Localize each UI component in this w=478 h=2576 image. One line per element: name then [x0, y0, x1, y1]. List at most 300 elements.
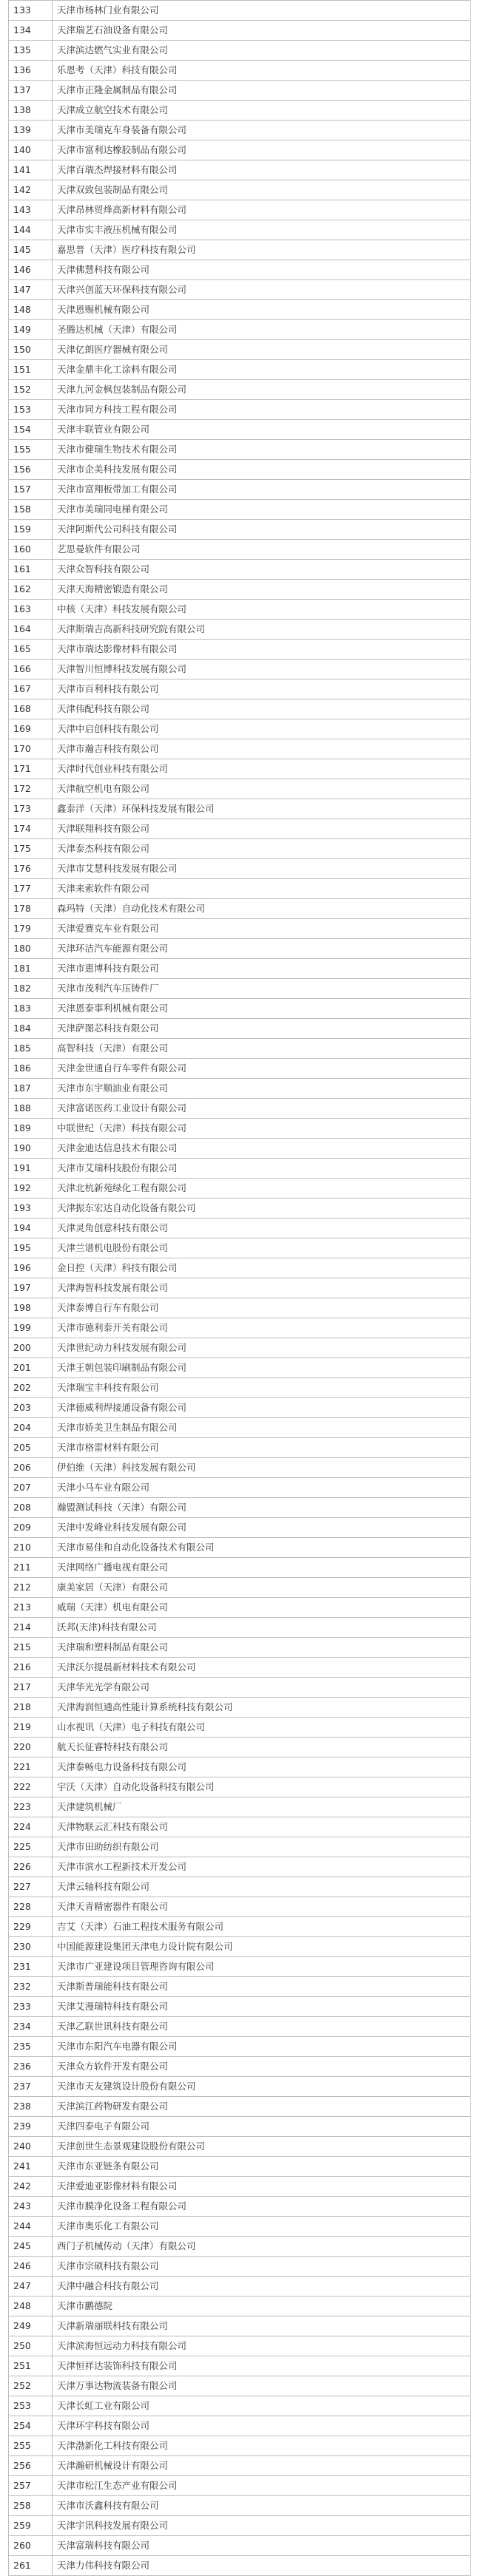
- company-name-cell: 天津环洁汽车能源有限公司: [53, 939, 471, 959]
- row-number-cell: 205: [9, 1438, 53, 1458]
- company-name-cell: 天津阿斯代公司科技有限公司: [53, 520, 471, 540]
- row-number-cell: 259: [9, 2516, 53, 2536]
- company-name-cell: 金日控（天津）科技有限公司: [53, 1258, 471, 1278]
- table-row: [9, 2077, 471, 2097]
- table-row: [9, 360, 471, 380]
- company-name-cell: 天津金迪达信息技术有限公司: [53, 1139, 471, 1159]
- company-name-cell: 天津市惠博科技有限公司: [53, 959, 471, 979]
- row-number-cell: 214: [9, 1618, 53, 1638]
- table-row: [9, 21, 471, 41]
- row-number-cell: 224: [9, 1817, 53, 1837]
- row-number-cell: 212: [9, 1578, 53, 1598]
- table-row: [9, 400, 471, 420]
- row-number-cell: 210: [9, 1538, 53, 1558]
- table-row: [9, 2516, 471, 2536]
- table-row: [9, 2456, 471, 2476]
- table-row: [9, 420, 471, 440]
- company-name-cell: 康美家居（天津）有限公司: [53, 1578, 471, 1598]
- row-number-cell: 223: [9, 1797, 53, 1817]
- company-list-table: [8, 0, 471, 2576]
- company-name-cell: 宇沃（天津）自动化设备科技有限公司: [53, 1777, 471, 1797]
- row-number-cell: 211: [9, 1558, 53, 1578]
- table-row: [9, 1738, 471, 1758]
- row-number-cell: 154: [9, 420, 53, 440]
- table-row: [9, 180, 471, 200]
- table-row: [9, 1937, 471, 1957]
- table-row: [9, 1718, 471, 1738]
- company-name-cell: 天津瑞和塑料制品有限公司: [53, 1638, 471, 1658]
- table-row: [9, 620, 471, 640]
- table-row: [9, 1318, 471, 1338]
- company-name-cell: 嘉思普（天津）医疗科技有限公司: [53, 240, 471, 260]
- table-row: [9, 1478, 471, 1498]
- table-row: [9, 859, 471, 879]
- company-name-cell: 天津四泰电子有限公司: [53, 2117, 471, 2137]
- company-name-cell: 天津长虹工业有限公司: [53, 2396, 471, 2416]
- table-row: [9, 1438, 471, 1458]
- company-name-cell: 天津九河金枫包装制品有限公司: [53, 380, 471, 400]
- table-row: [9, 2257, 471, 2277]
- company-name-cell: 伊伯维（天津）科技发展有限公司: [53, 1458, 471, 1478]
- table-row: [9, 1498, 471, 1518]
- row-number-cell: 203: [9, 1398, 53, 1418]
- row-number-cell: 221: [9, 1758, 53, 1777]
- row-number-cell: 257: [9, 2476, 53, 2496]
- table-row: [9, 799, 471, 819]
- row-number-cell: 193: [9, 1199, 53, 1218]
- table-row: [9, 2556, 471, 2576]
- row-number-cell: 231: [9, 1957, 53, 1977]
- row-number-cell: 258: [9, 2496, 53, 2516]
- row-number-cell: 167: [9, 679, 53, 699]
- company-name-cell: 天津恒祥达装饰科技有限公司: [53, 2356, 471, 2376]
- table-row: [9, 2356, 471, 2376]
- table-row: [9, 1857, 471, 1877]
- row-number-cell: 171: [9, 759, 53, 779]
- row-number-cell: 208: [9, 1498, 53, 1518]
- table-row: [9, 839, 471, 859]
- row-number-cell: 144: [9, 220, 53, 240]
- company-name-cell: 天津宇讯科技发展有限公司: [53, 2516, 471, 2536]
- row-number-cell: 182: [9, 979, 53, 999]
- company-name-cell: 航天长征睿特科技有限公司: [53, 1738, 471, 1758]
- table-row: [9, 1638, 471, 1658]
- company-name-cell: 天津市瑞达影像材料有限公司: [53, 640, 471, 660]
- row-number-cell: 229: [9, 1917, 53, 1937]
- table-row: [9, 979, 471, 999]
- table-row: [9, 2476, 471, 2496]
- table-row: [9, 1797, 471, 1817]
- company-name-cell: 天津航空机电有限公司: [53, 779, 471, 799]
- row-number-cell: 220: [9, 1738, 53, 1758]
- table-row: [9, 1817, 471, 1837]
- company-name-cell: 天津乙联世讯科技有限公司: [53, 2017, 471, 2037]
- row-number-cell: 252: [9, 2376, 53, 2396]
- table-row: [9, 1897, 471, 1917]
- row-number-cell: 148: [9, 300, 53, 320]
- company-name-cell: 天津力伟科技有限公司: [53, 2556, 471, 2576]
- company-name-cell: 天津德威利焊接通设备有限公司: [53, 1398, 471, 1418]
- table-row: [9, 2017, 471, 2037]
- company-name-cell: 天津滨江药物研发有限公司: [53, 2097, 471, 2117]
- company-name-cell: 天津中发峰业科技发展有限公司: [53, 1518, 471, 1538]
- row-number-cell: 143: [9, 200, 53, 220]
- table-row: [9, 540, 471, 560]
- table-row: [9, 719, 471, 739]
- company-name-cell: 天津斯普瑞能科技有限公司: [53, 1977, 471, 1997]
- company-name-cell: 天津瑞宝丰科技有限公司: [53, 1378, 471, 1398]
- row-number-cell: 235: [9, 2037, 53, 2057]
- row-number-cell: 261: [9, 2556, 53, 2576]
- table-row: [9, 2117, 471, 2137]
- company-name-cell: 天津丰联管业有限公司: [53, 420, 471, 440]
- company-name-cell: 天津市田助纺织有限公司: [53, 1837, 471, 1857]
- table-row: [9, 1458, 471, 1478]
- company-name-cell: 天津创世生态景观建设股份有限公司: [53, 2137, 471, 2157]
- company-name-cell: 天津时代创业科技有限公司: [53, 759, 471, 779]
- company-name-cell: 艺思曼软件有限公司: [53, 540, 471, 560]
- row-number-cell: 155: [9, 440, 53, 460]
- row-number-cell: 194: [9, 1218, 53, 1238]
- table-row: [9, 600, 471, 620]
- row-number-cell: 216: [9, 1658, 53, 1678]
- company-name-cell: 天津市艾瑞科技股份有限公司: [53, 1159, 471, 1179]
- company-name-cell: 中核（天津）科技发展有限公司: [53, 600, 471, 620]
- row-number-cell: 204: [9, 1418, 53, 1438]
- company-name-cell: 天津富诺医药工业设计有限公司: [53, 1099, 471, 1119]
- company-name-cell: 天津市奥乐化工有限公司: [53, 2217, 471, 2237]
- table-row: [9, 1079, 471, 1099]
- table-row: [9, 1, 471, 21]
- company-name-cell: 天津市健瑞生物技术有限公司: [53, 440, 471, 460]
- table-row: [9, 1179, 471, 1199]
- row-number-cell: 183: [9, 999, 53, 1019]
- table-row: [9, 300, 471, 320]
- table-row: [9, 1518, 471, 1538]
- company-name-cell: 威瑞（天津）机电有限公司: [53, 1598, 471, 1618]
- table-row: [9, 999, 471, 1019]
- row-number-cell: 195: [9, 1238, 53, 1258]
- row-number-cell: 142: [9, 180, 53, 200]
- row-number-cell: 181: [9, 959, 53, 979]
- row-number-cell: 218: [9, 1698, 53, 1718]
- row-number-cell: 225: [9, 1837, 53, 1857]
- row-number-cell: 248: [9, 2297, 53, 2316]
- table-row: [9, 340, 471, 360]
- row-number-cell: 158: [9, 500, 53, 520]
- row-number-cell: 206: [9, 1458, 53, 1478]
- row-number-cell: 146: [9, 260, 53, 280]
- company-name-cell: 天津恩赐机械有限公司: [53, 300, 471, 320]
- table-row: [9, 121, 471, 140]
- table-row: [9, 500, 471, 520]
- table-row: [9, 260, 471, 280]
- table-row: [9, 2297, 471, 2316]
- row-number-cell: 187: [9, 1079, 53, 1099]
- row-number-cell: 242: [9, 2177, 53, 2197]
- row-number-cell: 190: [9, 1139, 53, 1159]
- company-name-cell: 天津艾漫瑞特科技有限公司: [53, 1997, 471, 2017]
- company-name-cell: 沃邦(天津)科技有限公司: [53, 1618, 471, 1638]
- company-list-body: [9, 1, 471, 2576]
- table-row: [9, 2157, 471, 2177]
- table-row: [9, 2496, 471, 2516]
- company-name-cell: 天津市东亚链条有限公司: [53, 2157, 471, 2177]
- row-number-cell: 153: [9, 400, 53, 420]
- company-name-cell: 天津市宗硕科技有限公司: [53, 2257, 471, 2277]
- table-row: [9, 61, 471, 81]
- row-number-cell: 238: [9, 2097, 53, 2117]
- row-number-cell: 157: [9, 480, 53, 500]
- row-number-cell: 197: [9, 1278, 53, 1298]
- row-number-cell: 200: [9, 1338, 53, 1358]
- company-name-cell: 天津兰谱机电股份有限公司: [53, 1238, 471, 1258]
- row-number-cell: 256: [9, 2456, 53, 2476]
- company-name-cell: 天津市百利科技有限公司: [53, 679, 471, 699]
- table-row: [9, 520, 471, 540]
- table-row: [9, 1977, 471, 1997]
- table-row: [9, 1578, 471, 1598]
- row-number-cell: 184: [9, 1019, 53, 1039]
- row-number-cell: 180: [9, 939, 53, 959]
- company-name-cell: 瀚盟测试科技（天津）有限公司: [53, 1498, 471, 1518]
- company-name-cell: 天津众方软件开发有限公司: [53, 2057, 471, 2077]
- table-row: [9, 1658, 471, 1678]
- row-number-cell: 159: [9, 520, 53, 540]
- row-number-cell: 150: [9, 340, 53, 360]
- row-number-cell: 135: [9, 41, 53, 61]
- row-number-cell: 156: [9, 460, 53, 480]
- table-row: [9, 879, 471, 899]
- company-name-cell: 天津天海精密锻造有限公司: [53, 580, 471, 600]
- company-name-cell: 天津市企美科技发展有限公司: [53, 460, 471, 480]
- row-number-cell: 174: [9, 819, 53, 839]
- company-name-cell: 天津泰畅电力设备科技有限公司: [53, 1758, 471, 1777]
- table-row: [9, 1917, 471, 1937]
- row-number-cell: 138: [9, 101, 53, 121]
- table-row: [9, 1278, 471, 1298]
- table-row: [9, 1218, 471, 1238]
- row-number-cell: 191: [9, 1159, 53, 1179]
- table-row: [9, 1957, 471, 1977]
- table-row: [9, 200, 471, 220]
- table-row: [9, 380, 471, 400]
- company-name-cell: 天津市同方科技工程有限公司: [53, 400, 471, 420]
- table-row: [9, 939, 471, 959]
- row-number-cell: 177: [9, 879, 53, 899]
- company-name-cell: 天津中融合科技有限公司: [53, 2277, 471, 2297]
- row-number-cell: 168: [9, 699, 53, 719]
- table-row: [9, 560, 471, 580]
- row-number-cell: 161: [9, 560, 53, 580]
- table-row: [9, 2416, 471, 2436]
- table-row: [9, 460, 471, 480]
- row-number-cell: 209: [9, 1518, 53, 1538]
- table-row: [9, 2097, 471, 2117]
- row-number-cell: 164: [9, 620, 53, 640]
- table-row: [9, 2316, 471, 2336]
- company-name-cell: 天津兴创蓝天环保科技有限公司: [53, 280, 471, 300]
- company-name-cell: 天津市鹏德院: [53, 2297, 471, 2316]
- company-name-cell: 天津市德利泰开关有限公司: [53, 1318, 471, 1338]
- company-name-cell: 吉艾（天津）石油工程技术服务有限公司: [53, 1917, 471, 1937]
- row-number-cell: 185: [9, 1039, 53, 1059]
- company-name-cell: 天津新瑞丽联科技有限公司: [53, 2316, 471, 2336]
- table-row: [9, 320, 471, 340]
- row-number-cell: 173: [9, 799, 53, 819]
- company-name-cell: 天津市富翔板带加工有限公司: [53, 480, 471, 500]
- row-number-cell: 178: [9, 899, 53, 919]
- company-name-cell: 天津北杭新苑绿化工程有限公司: [53, 1179, 471, 1199]
- company-name-cell: 天津环宇科技有限公司: [53, 2416, 471, 2436]
- table-row: [9, 2057, 471, 2077]
- row-number-cell: 255: [9, 2436, 53, 2456]
- table-row: [9, 1997, 471, 2017]
- table-row: [9, 2237, 471, 2257]
- row-number-cell: 247: [9, 2277, 53, 2297]
- table-row: [9, 1039, 471, 1059]
- row-number-cell: 189: [9, 1119, 53, 1139]
- company-name-cell: 天津联翔科技有限公司: [53, 819, 471, 839]
- row-number-cell: 151: [9, 360, 53, 380]
- company-name-cell: 天津瑞艺石油设备有限公司: [53, 21, 471, 41]
- company-name-cell: 天津伟配科技有限公司: [53, 699, 471, 719]
- company-name-cell: 天津金世通自行车零件有限公司: [53, 1059, 471, 1079]
- company-name-cell: 天津昂林贸烽高新材料有限公司: [53, 200, 471, 220]
- company-name-cell: 高智科技（天津）有限公司: [53, 1039, 471, 1059]
- table-row: [9, 2277, 471, 2297]
- row-number-cell: 140: [9, 140, 53, 160]
- company-name-cell: 天津爱赛克车业有限公司: [53, 919, 471, 939]
- company-name-cell: 天津物联云汇科技有限公司: [53, 1817, 471, 1837]
- row-number-cell: 215: [9, 1638, 53, 1658]
- table-row: [9, 2436, 471, 2456]
- row-number-cell: 260: [9, 2536, 53, 2556]
- company-name-cell: 天津万事达物流装备有限公司: [53, 2376, 471, 2396]
- row-number-cell: 152: [9, 380, 53, 400]
- row-number-cell: 176: [9, 859, 53, 879]
- row-number-cell: 219: [9, 1718, 53, 1738]
- row-number-cell: 137: [9, 81, 53, 101]
- company-name-cell: 天津市东宇顺油业有限公司: [53, 1079, 471, 1099]
- table-row: [9, 739, 471, 759]
- row-number-cell: 217: [9, 1678, 53, 1698]
- row-number-cell: 249: [9, 2316, 53, 2336]
- table-row: [9, 280, 471, 300]
- company-name-cell: 天津天青精密器件有限公司: [53, 1897, 471, 1917]
- company-name-cell: 天津建筑机械厂: [53, 1797, 471, 1817]
- row-number-cell: 160: [9, 540, 53, 560]
- row-number-cell: 145: [9, 240, 53, 260]
- table-row: [9, 1618, 471, 1638]
- row-number-cell: 234: [9, 2017, 53, 2037]
- company-name-cell: 天津市沃鑫科技有限公司: [53, 2496, 471, 2516]
- company-name-cell: 天津富瑞科技有限公司: [53, 2536, 471, 2556]
- company-name-cell: 天津市东阳汽车电器有限公司: [53, 2037, 471, 2057]
- row-number-cell: 237: [9, 2077, 53, 2097]
- company-name-cell: 天津振东宏达自动化设备有限公司: [53, 1199, 471, 1218]
- row-number-cell: 232: [9, 1977, 53, 1997]
- company-name-cell: 天津市艾慧科技发展有限公司: [53, 859, 471, 879]
- row-number-cell: 172: [9, 779, 53, 799]
- company-name-cell: 天津泰杰科技有限公司: [53, 839, 471, 859]
- row-number-cell: 201: [9, 1358, 53, 1378]
- row-number-cell: 251: [9, 2356, 53, 2376]
- table-row: [9, 1298, 471, 1318]
- table-row: [9, 101, 471, 121]
- row-number-cell: 141: [9, 160, 53, 180]
- table-row: [9, 679, 471, 699]
- table-row: [9, 580, 471, 600]
- company-name-cell: 天津金鼎丰化工涂料有限公司: [53, 360, 471, 380]
- table-row: [9, 1358, 471, 1378]
- table-row: [9, 440, 471, 460]
- company-name-cell: 天津斯瑞吉高新科技研究院有限公司: [53, 620, 471, 640]
- company-name-cell: 天津市富利达橡胶制品有限公司: [53, 140, 471, 160]
- table-row: [9, 480, 471, 500]
- row-number-cell: 179: [9, 919, 53, 939]
- company-name-cell: 天津市娇美卫生制品有限公司: [53, 1418, 471, 1438]
- table-row: [9, 1099, 471, 1119]
- row-number-cell: 244: [9, 2217, 53, 2237]
- company-name-cell: 天津智川恒博科技发展有限公司: [53, 660, 471, 679]
- row-number-cell: 233: [9, 1997, 53, 2017]
- row-number-cell: 170: [9, 739, 53, 759]
- table-row: [9, 819, 471, 839]
- company-name-cell: 天津滨海恒远动力科技有限公司: [53, 2336, 471, 2356]
- table-row: [9, 2037, 471, 2057]
- row-number-cell: 246: [9, 2257, 53, 2277]
- row-number-cell: 202: [9, 1378, 53, 1398]
- table-row: [9, 1538, 471, 1558]
- company-name-cell: 天津市易佳和自动化设备技术有限公司: [53, 1538, 471, 1558]
- table-row: [9, 1258, 471, 1278]
- table-row: [9, 1678, 471, 1698]
- table-row: [9, 2396, 471, 2416]
- table-row: [9, 1139, 471, 1159]
- row-number-cell: 139: [9, 121, 53, 140]
- row-number-cell: 162: [9, 580, 53, 600]
- row-number-cell: 149: [9, 320, 53, 340]
- row-number-cell: 241: [9, 2157, 53, 2177]
- table-row: [9, 1698, 471, 1718]
- row-number-cell: 253: [9, 2396, 53, 2416]
- company-name-cell: 天津海智科技发展有限公司: [53, 1278, 471, 1298]
- company-name-cell: 西门子机械传动（天津）有限公司: [53, 2237, 471, 2257]
- company-name-cell: 天津市滨水工程新技术开发公司: [53, 1857, 471, 1877]
- row-number-cell: 186: [9, 1059, 53, 1079]
- company-name-cell: 天津市美瑞克车身装备有限公司: [53, 121, 471, 140]
- table-row: [9, 2177, 471, 2197]
- company-name-cell: 天津小马车业有限公司: [53, 1478, 471, 1498]
- table-row: [9, 2336, 471, 2356]
- company-name-cell: 天津云轴科技有限公司: [53, 1877, 471, 1897]
- table-row: [9, 660, 471, 679]
- row-number-cell: 134: [9, 21, 53, 41]
- table-row: [9, 140, 471, 160]
- company-name-cell: 天津百瑞杰焊接材料有限公司: [53, 160, 471, 180]
- company-name-cell: 天津滨达燃气实业有限公司: [53, 41, 471, 61]
- row-number-cell: 239: [9, 2117, 53, 2137]
- company-name-cell: 天津中启创科技有限公司: [53, 719, 471, 739]
- company-name-cell: 天津市美瑞同电梯有限公司: [53, 500, 471, 520]
- row-number-cell: 213: [9, 1598, 53, 1618]
- row-number-cell: 228: [9, 1897, 53, 1917]
- company-name-cell: 乐恩考（天津）科技有限公司: [53, 61, 471, 81]
- company-name-cell: 天津市茂利汽车压铸件厂: [53, 979, 471, 999]
- row-number-cell: 165: [9, 640, 53, 660]
- company-name-cell: 中国能源建设集团天津电力设计院有限公司: [53, 1937, 471, 1957]
